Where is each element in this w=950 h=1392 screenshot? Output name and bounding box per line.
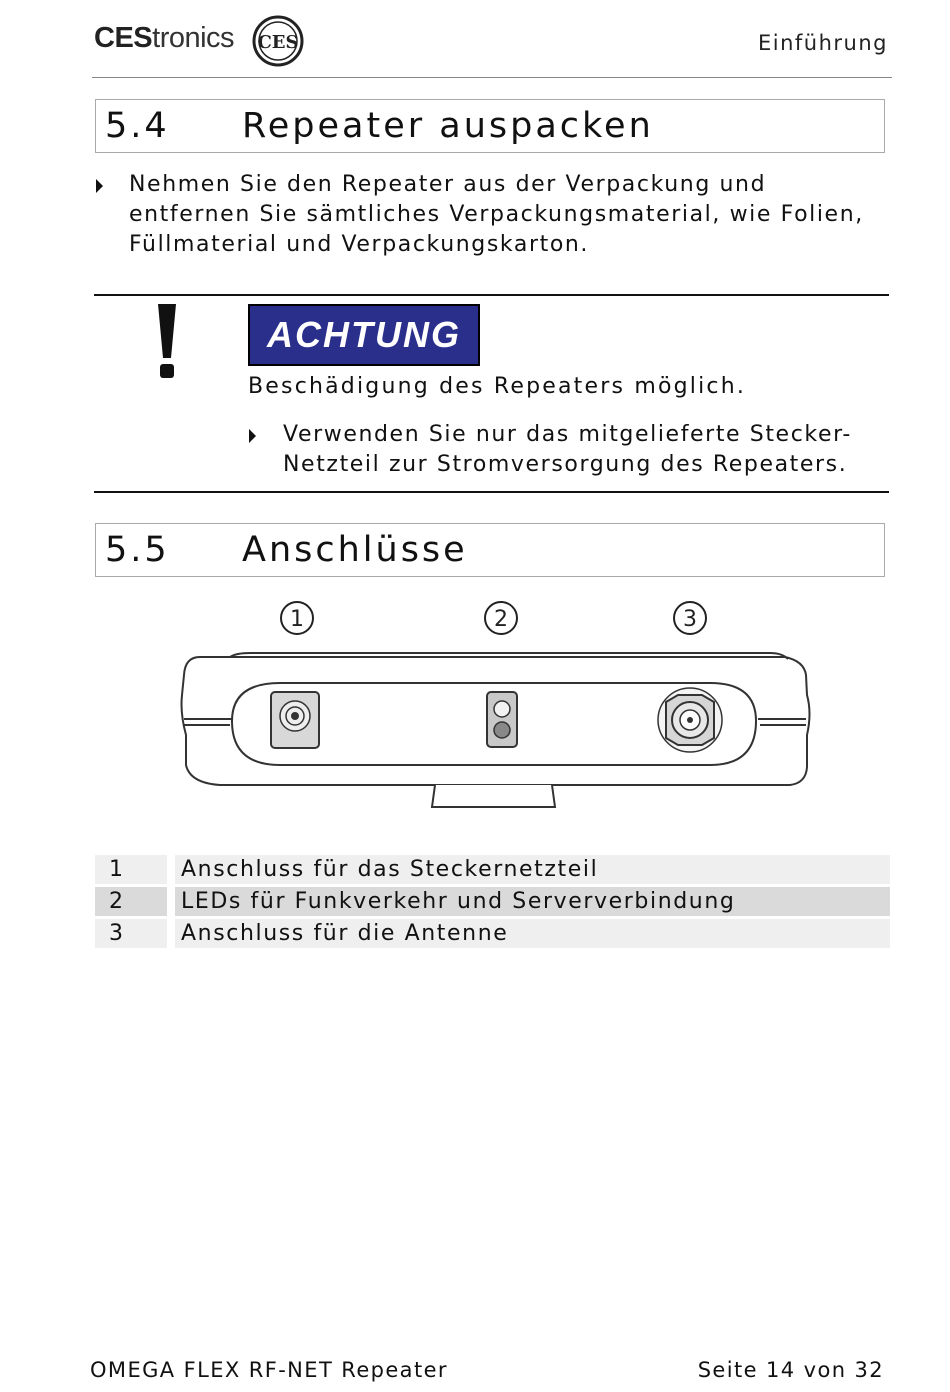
table-row <box>95 887 890 916</box>
section-title: Anschlüsse <box>242 530 468 570</box>
row-number: 3 <box>95 919 167 948</box>
svg-text:CES: CES <box>257 32 299 53</box>
svg-text:1: 1 <box>290 607 304 632</box>
instruction-line: Nehmen Sie den Repeater aus der Verpackung und <box>129 172 767 197</box>
table-row <box>95 919 890 948</box>
instruction-line: Verwenden Sie nur das mitgelieferte Stecker- <box>283 422 852 447</box>
brand-logo-text <box>94 22 234 55</box>
led-indicators <box>487 692 517 747</box>
exclamation-icon <box>152 302 182 382</box>
row-number: 1 <box>95 855 167 884</box>
footer-product-name: OMEGA FLEX RF-NET Repeater <box>90 1358 448 1382</box>
table-row <box>95 855 890 884</box>
callout-1 <box>281 602 313 634</box>
row-description: Anschluss für die Antenne <box>175 919 890 948</box>
antenna-connector-port <box>658 688 722 752</box>
chapter-label: Einführung <box>757 31 888 55</box>
warning-bottom-rule <box>94 491 889 493</box>
power-jack-port <box>271 692 319 748</box>
section-title: Repeater auspacken <box>242 106 654 146</box>
unpack-instruction <box>96 170 876 260</box>
logo-bold-part: CES <box>94 22 153 54</box>
footer-page-number: Seite 14 von 32 <box>697 1358 884 1382</box>
row-number: 2 <box>95 887 167 916</box>
callout-3 <box>674 602 706 634</box>
row-description: LEDs für Funkverkehr und Serververbindung <box>175 887 890 916</box>
warning-message: Beschädigung des Repeaters möglich. <box>248 374 747 399</box>
bullet-arrow-icon <box>96 179 103 193</box>
repeater-connections-illustration <box>170 595 820 820</box>
section-heading-5-5 <box>95 523 885 577</box>
callout-2 <box>485 602 517 634</box>
svg-text:2: 2 <box>494 607 508 632</box>
header-divider <box>92 77 892 78</box>
connections-table <box>95 852 890 951</box>
row-description: Anschluss für das Steckernetzteil <box>175 855 890 884</box>
section-number: 5.5 <box>105 530 170 570</box>
instruction-line: entfernen Sie sämtliches Verpackungsmaterial, wie Folien, <box>129 202 864 227</box>
section-heading-5-4 <box>95 99 885 153</box>
instruction-line: Netzteil zur Stromversorgung des Repeaters. <box>283 452 848 477</box>
ces-seal-logo-icon <box>252 15 304 67</box>
warning-top-rule <box>94 294 889 296</box>
svg-text:3: 3 <box>683 607 697 632</box>
logo-light-part: tronics <box>152 22 235 54</box>
instruction-line: Füllmaterial und Verpackungskarton. <box>129 232 590 257</box>
section-number: 5.4 <box>105 106 170 146</box>
warning-instruction <box>249 420 869 480</box>
bullet-arrow-icon <box>249 429 256 443</box>
warning-label: ACHTUNG <box>248 304 480 366</box>
